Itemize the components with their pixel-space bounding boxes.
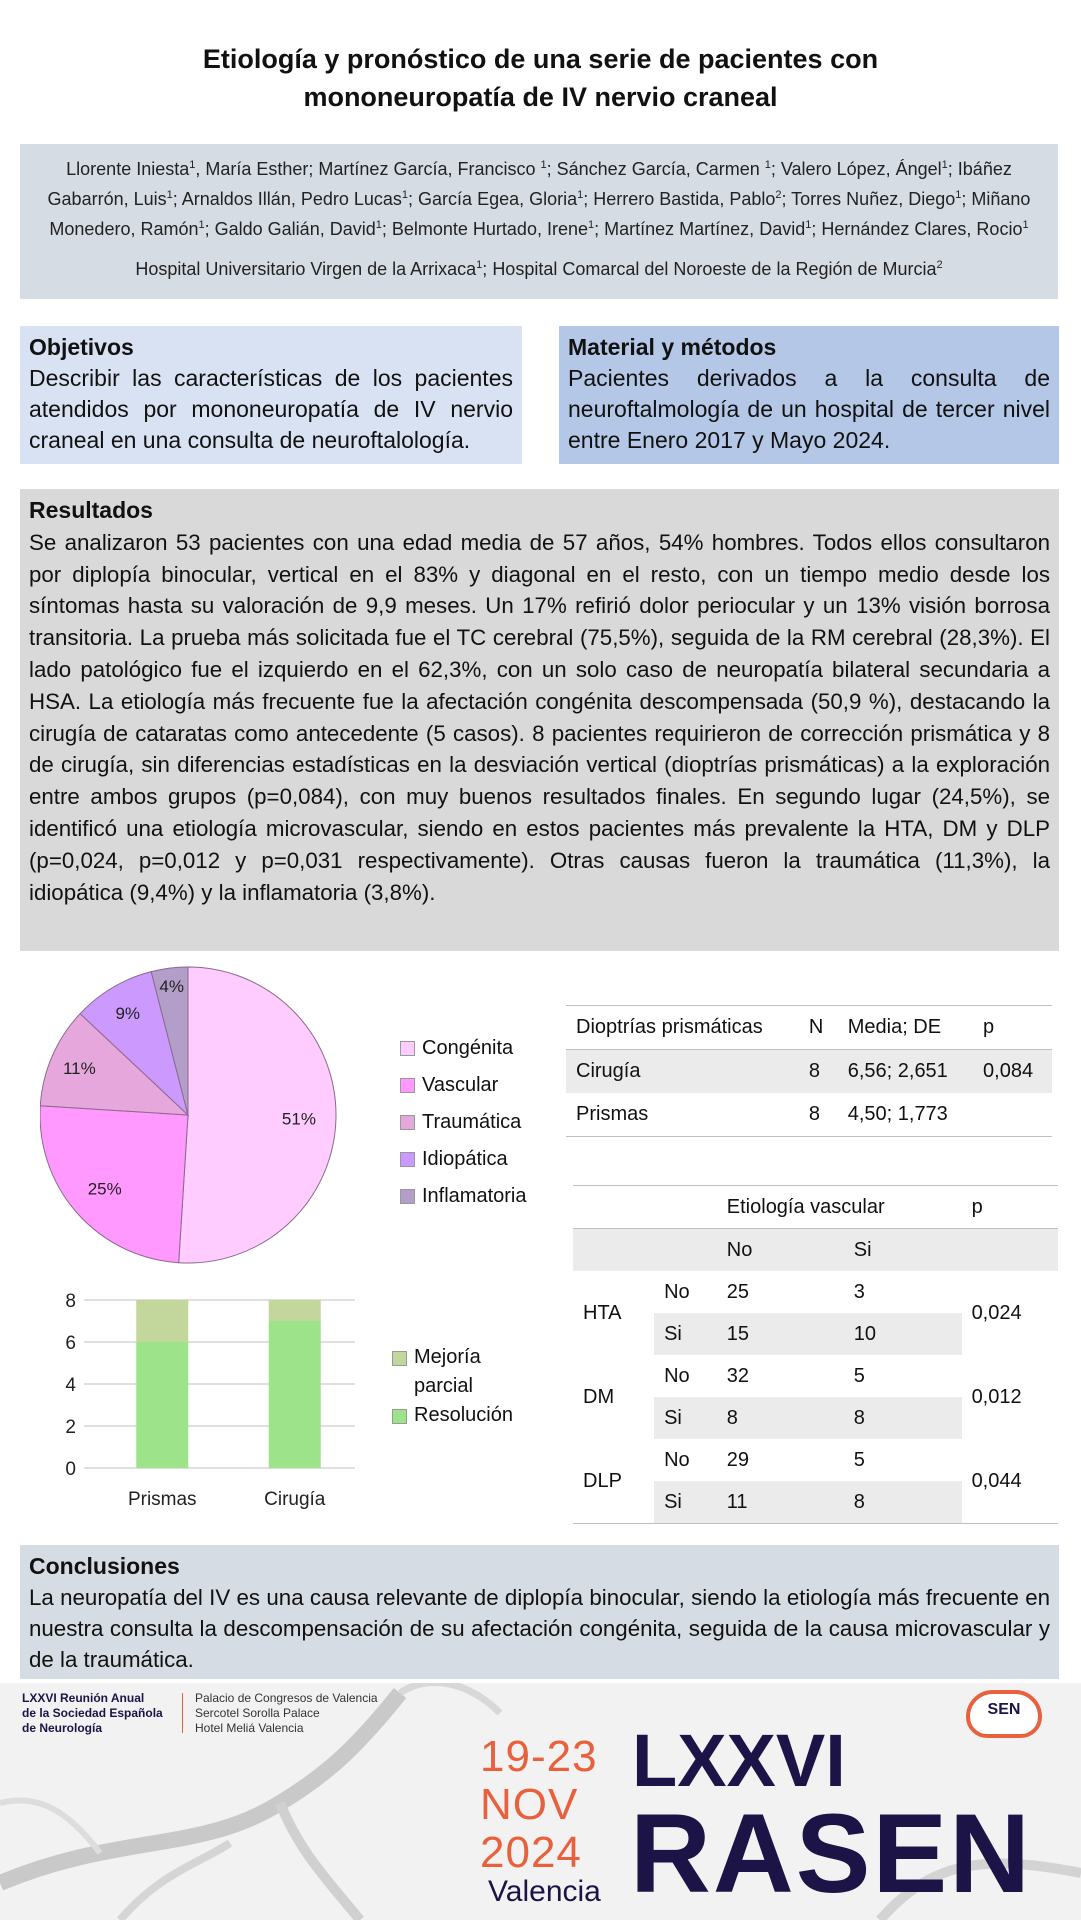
month: NOV (480, 1780, 579, 1829)
etiology-pie-chart (40, 965, 370, 1275)
author-sep: ; (781, 189, 792, 209)
table-header-cell: Etiología vascular (726, 1195, 885, 1218)
author-affiliation-sup: 1 (1022, 219, 1029, 231)
x-tick-label: Cirugía (264, 1489, 326, 1510)
author: Arnaldos Illán, Pedro Lucas (181, 189, 402, 209)
y-tick-label: 6 (65, 1333, 76, 1354)
legend-label: Idiopática (422, 1148, 508, 1170)
org-line-1: LXXVI Reunión Anual (22, 1691, 145, 1705)
author-affiliation-sup: 1 (577, 189, 584, 201)
venue (195, 1691, 378, 1736)
table-cell: No (664, 1448, 690, 1471)
objetivos-text: Describir las características de los pacientes atendidos por mononeuropatía de IV nervio craneal en una consulta de neuroftalología. (29, 365, 513, 453)
treatment-bar-chart (30, 1285, 370, 1515)
table-cell: No (664, 1280, 690, 1303)
table-cell (654, 1229, 717, 1272)
table-cell: Si (654, 1397, 717, 1439)
affiliations (34, 252, 1044, 282)
author: Herrero Bastida, Pablo (593, 189, 776, 209)
table-row (573, 1355, 1058, 1397)
congress-banner (0, 1683, 1081, 1920)
legend-item (392, 1401, 532, 1430)
author-sep: ; (811, 219, 822, 239)
poster-title (60, 40, 1021, 116)
table-row (573, 1439, 1058, 1481)
legend-item (400, 1030, 527, 1067)
affiliation-2: Hospital Comarcal del Noroeste de la Región de Murcia (492, 259, 937, 279)
table-row (573, 1271, 1058, 1313)
table-cell: Si (654, 1313, 717, 1355)
author-sep: ; (770, 159, 781, 179)
table-subheader-cell: Si (844, 1229, 962, 1272)
legend-swatch (400, 1115, 415, 1130)
table-cell: 8 (844, 1397, 962, 1439)
bar-mejoría-parcial-cirugía (269, 1300, 321, 1321)
legend-swatch (400, 1152, 415, 1167)
year: 2024 (480, 1828, 582, 1877)
vascular-table (573, 1185, 1058, 1524)
author: Llorente Iniesta (66, 159, 190, 179)
legend-item (400, 1067, 527, 1104)
table-cell: 8 (717, 1397, 844, 1439)
table-header-cell: Dioptrías prismáticas (576, 1016, 763, 1038)
legend-label-line: Resolución (414, 1404, 513, 1426)
table-header-cell: p (983, 1016, 995, 1038)
y-tick-label: 2 (65, 1417, 76, 1438)
author-affiliation-sup: 1 (941, 159, 948, 171)
legend-item (400, 1104, 527, 1141)
bar-resolución-prismas (136, 1342, 188, 1468)
venue-line-3: Hotel Meliá Valencia (195, 1721, 304, 1735)
rasen-title: RASEN (630, 1791, 1033, 1916)
objetivos-section (20, 326, 522, 464)
table-cell: 11 (717, 1481, 844, 1524)
author-sep: ; (594, 219, 605, 239)
legend-label: Congénita (422, 1037, 514, 1059)
pie-label: 51% (281, 1109, 316, 1129)
table-group-label: DLP (583, 1469, 622, 1492)
author-sep: ; (204, 219, 215, 239)
author-sep: ; (172, 189, 182, 209)
author-sep: ; (583, 189, 594, 209)
table-cell: 15 (717, 1313, 844, 1355)
legend-label: Inflamatoria (422, 1185, 527, 1207)
legend-label (414, 1343, 481, 1401)
title-line-1: Etiología y pronóstico de una serie de pacientes con (202, 44, 879, 74)
table-header-row (573, 1186, 1058, 1229)
author-affiliation-sup: 1 (955, 189, 962, 201)
authors-box (20, 144, 1058, 299)
table-p-value: 0,012 (971, 1385, 1022, 1408)
bar-legend (392, 1343, 532, 1430)
table-cell: No (664, 1364, 690, 1387)
material-text: Pacientes derivados a la consulta de neuroftalmología de un hospital de tercer nivel entre Enero 2017 y Mayo 2024. (568, 365, 1050, 453)
author-affiliation-sup: 1 (166, 189, 173, 201)
legend-item (400, 1178, 527, 1215)
author: Martínez Martínez, David (604, 219, 806, 239)
author-sep: ; (947, 159, 958, 179)
conclusiones-section (20, 1545, 1059, 1679)
table-cell (573, 1229, 654, 1272)
sen-logo-text: SEN (987, 1701, 1021, 1718)
author: Martínez García, Francisco (318, 159, 541, 179)
table-cell: 0,084 (983, 1060, 1034, 1082)
author-affiliation-sup: 1 (375, 219, 382, 231)
author: Galdo Galián, David (214, 219, 376, 239)
author: Miñano Monedero, Ramón (49, 189, 1031, 239)
author-sep: ; (381, 219, 392, 239)
resultados-heading: Resultados (29, 497, 153, 523)
author-sep: ; (546, 159, 557, 179)
legend-label (414, 1401, 513, 1430)
congress-city: Valencia (488, 1875, 601, 1908)
legend-item (392, 1343, 532, 1401)
author-affiliation-sup: 1 (540, 159, 547, 171)
x-tick-label: Prismas (127, 1489, 197, 1510)
venue-line-2: Sercotel Sorolla Palace (195, 1706, 320, 1720)
author-affiliation-sup: 1 (588, 219, 595, 231)
venue-line-1: Palacio de Congresos de Valencia (195, 1691, 378, 1705)
pie-label: 25% (87, 1179, 122, 1199)
author-affiliation-sup: 1 (764, 159, 771, 171)
author: Hernández Clares, Rocio (821, 219, 1023, 239)
table-row (566, 1093, 1052, 1137)
table-cell: 5 (853, 1364, 865, 1387)
y-tick-label: 0 (65, 1459, 76, 1480)
legend-label: Vascular (422, 1074, 499, 1096)
table-header-cell: p (971, 1195, 983, 1218)
table-header-cell: Media; DE (847, 1016, 942, 1038)
y-tick-label: 8 (65, 1291, 76, 1312)
table-cell: 4,50; 1,773 (847, 1103, 948, 1125)
author: Valero López, Ángel (780, 159, 942, 179)
dates: 19-23 (480, 1732, 598, 1781)
pie-legend (400, 1030, 527, 1215)
author: Torres Nuñez, Diego (791, 189, 956, 209)
material-section (559, 326, 1059, 464)
author-affiliation-sup: 2 (775, 189, 782, 201)
congress-name (22, 1691, 163, 1736)
resultados-text: Se analizaron 53 pacientes con una edad media de 57 años, 54% hombres. Todos ellos consultaron por diplopía binocular, vertical en el 83% y diagonal en el resto, con un tiempo medio desde los síntomas hasta su valoración de 9,9 meses. Un 17% refirió dolor periocular y un 13% visión borrosa transitoria. La prueba más solicitada fue el TC cerebral (75,5%), seguida de la RM cerebral (28,3%). El lado patológico fue el izquierdo en el 62,3%, con un solo caso de neuropatía bilateral secundaria a HSA. La etiología más frecuente fue la afectación congénita descompensada (50,9 %), destacando la cirugía de cataratas como antecedente (5 casos). 8 pacientes requirieron de corrección prismática y 8 de cirugía, sin diferencias estadísticas en la desviación vertical (dioptrías prismáticas) a la exploración entre ambos grupos (p=0,084), con muy buenos resultados finales. En segundo lugar (24,5%), se identificó una etiología microvascular, siendo en estos pacientes más prevalente la HTA, DM y DLP (p=0,024, p=0,012 y p=0,031 respectivamente). Otras causas fueron la traumática (11,3%), la idiopática (9,4%) y la inflamatoria (3,8%). (29, 529, 1050, 905)
author: Ibáñez Gabarrón, Luis (47, 159, 1012, 209)
legend-item (400, 1141, 527, 1178)
legend-swatch (400, 1041, 415, 1056)
table-cell: 5 (853, 1448, 865, 1471)
table-cell: 3 (853, 1280, 865, 1303)
table-header-cell: N (808, 1016, 824, 1038)
author-affiliation-sup: 1 (805, 219, 812, 231)
table-subheader-cell: No (717, 1229, 844, 1272)
table-row (566, 1050, 1052, 1094)
table-group-label: HTA (583, 1301, 622, 1324)
org-line-3: de Neurología (22, 1721, 103, 1735)
author-sep: , María Esther; (195, 159, 319, 179)
title-line-2: mononeuropatía de IV nervio craneal (303, 82, 778, 112)
table-cell: 29 (726, 1448, 750, 1471)
affiliation-1-sup: 1 (476, 259, 483, 271)
pie-label: 4% (159, 976, 184, 996)
table-cell: 6,56; 2,651 (847, 1060, 948, 1082)
legend-label-line: Mejoría (414, 1346, 481, 1368)
objetivos-heading: Objetivos (29, 334, 134, 360)
resultados-section (20, 489, 1059, 951)
table-p-value: 0,044 (971, 1469, 1022, 1492)
affiliation-1: Hospital Universitario Virgen de la Arrixaca (135, 259, 477, 279)
table-cell: 8 (808, 1060, 821, 1082)
table-cell (962, 1229, 1058, 1272)
affiliation-sep: ; (482, 259, 493, 279)
table-cell: 25 (726, 1280, 750, 1303)
table-cell: 8 (844, 1481, 962, 1524)
y-tick-label: 4 (65, 1375, 76, 1396)
author: Belmonte Hurtado, Irene (391, 219, 588, 239)
legend-swatch (392, 1409, 407, 1424)
legend-label: Traumática (422, 1111, 522, 1133)
author-sep: ; (961, 189, 972, 209)
author: García Egea, Gloria (418, 189, 578, 209)
conclusiones-text: La neuropatía del IV es una causa relevante de diplopía binocular, siendo la etiología más frecuente en nuestra consulta la descompensación de su afectación congénita, seguida de la causa microvascular y de la traumática. (29, 1585, 1050, 1672)
table-cell: 32 (726, 1364, 750, 1387)
table-cell: 8 (808, 1103, 821, 1125)
divider (182, 1693, 183, 1733)
table-cell: 10 (844, 1313, 962, 1355)
pie-label: 11% (62, 1058, 96, 1078)
author-affiliation-sup: 1 (198, 219, 205, 231)
author-sep: ; (408, 189, 419, 209)
table-p-value: 0,024 (971, 1301, 1022, 1324)
pie-label: 9% (115, 1004, 141, 1024)
table-cell: Si (654, 1481, 717, 1524)
table-subheader-row (573, 1229, 1058, 1272)
legend-label-line: parcial (414, 1375, 473, 1397)
material-heading: Material y métodos (568, 334, 777, 360)
bar-resolución-cirugía (269, 1321, 321, 1468)
table-header-cell (573, 1186, 654, 1229)
congress-dates (480, 1733, 598, 1877)
affiliation-2-sup: 2 (936, 259, 943, 271)
author-affiliation-sup: 1 (401, 189, 409, 201)
lxxvi-title: LXXVI (632, 1719, 846, 1802)
table-cell (973, 1093, 1052, 1137)
table-group-label: DM (583, 1385, 615, 1408)
table-cell: Cirugía (576, 1060, 641, 1082)
bar-mejoría-parcial-prismas (136, 1300, 188, 1342)
legend-swatch (400, 1078, 415, 1093)
legend-swatch (400, 1189, 415, 1204)
table-cell: Prismas (576, 1103, 649, 1125)
sen-logo (966, 1690, 1042, 1738)
legend-swatch (392, 1351, 407, 1366)
author-affiliation-sup: 1 (189, 159, 196, 171)
dioptrias-table (566, 1005, 1052, 1137)
table-header-row (566, 1006, 1052, 1050)
org-line-2: de la Sociedad Española (22, 1706, 163, 1720)
conclusiones-heading: Conclusiones (29, 1553, 180, 1579)
author-list (34, 152, 1044, 242)
author: Sánchez García, Carmen (556, 159, 765, 179)
table-header-cell (654, 1186, 717, 1229)
